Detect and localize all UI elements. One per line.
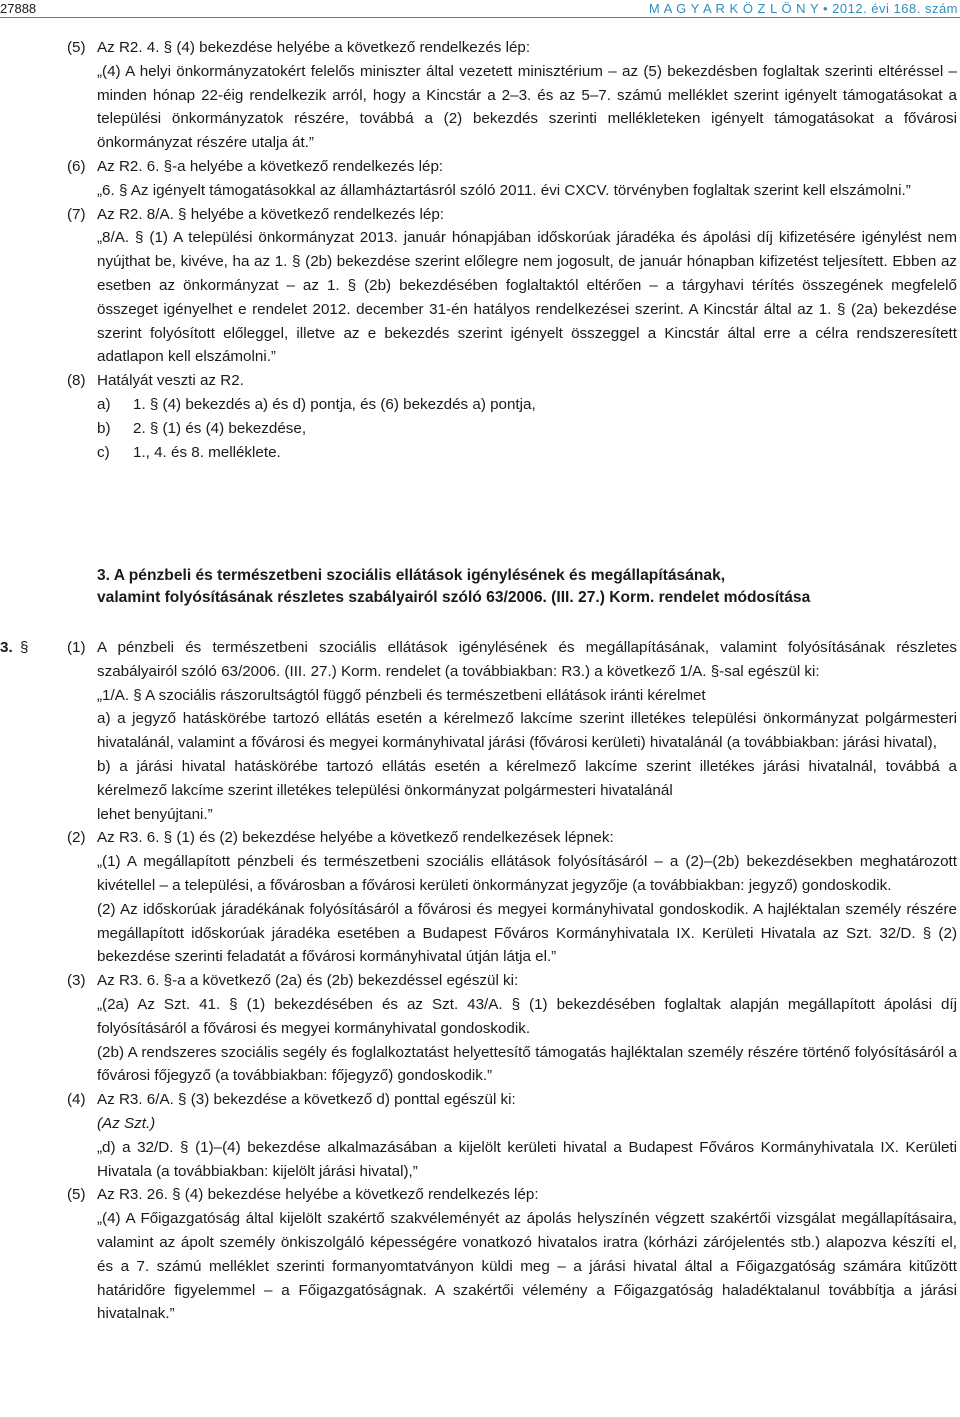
paragraph-text: Az R3. 6. § (1) és (2) bekezdése helyébe a következő rendelkezések lépnek: (97, 829, 614, 847)
quoted-provision: lehet benyújtani.” (97, 805, 213, 823)
paragraph-number: (4) (67, 1091, 86, 1109)
page-header (0, 0, 960, 18)
list-item-text: 1., 4. és 8. melléklete. (133, 443, 281, 461)
paragraph-3 (0, 969, 960, 993)
quoted-provision: „(4) A helyi önkormányzatokért felelős miniszter által vezetett minisztérium – az (5) bekezdésben foglaltak szerinti eltéréssel – minden hónap 22-éig rendelkezik arról, hogy a Kincstár a 2–3. és az 5–7. számú melléklet szerint igényelt támogatásokat a települési önkormányzatok részére, továbbá a (2) bekezdés szerinti mellékleteken igényelt támogatásokat a fővárosi önkormányzat részére utalja át.” (97, 62, 957, 152)
paragraph-7 (0, 203, 960, 227)
publication-title: M A G Y A R K Ö Z L Ö N Y • 2012. évi 168. szám (648, 1, 958, 16)
paragraph-4 (0, 1088, 960, 1112)
paragraph-number: (2) (67, 829, 86, 847)
quoted-provision: „1/A. § A szociális rászorultságtól függő pénzbeli és természetbeni ellátások iránti kérelmet (97, 686, 706, 704)
quoted-provision: „6. § Az igényelt támogatásokkal az államháztartásról szóló 2011. évi CXCV. törvényben foglaltak szerint kell elszámolni.” (97, 181, 911, 199)
paragraph-text: Az R3. 6. §-a a következő (2a) és (2b) bekezdéssel egészül ki: (97, 972, 519, 990)
list-item (97, 417, 960, 441)
paragraph-5 (0, 36, 960, 60)
list-item (97, 441, 960, 465)
header-rule (0, 17, 960, 18)
paragraph-number: (7) (67, 205, 86, 223)
paragraph-text: Az R3. 6/A. § (3) bekezdése a következő d) ponttal egészül ki: (97, 1091, 516, 1109)
paragraph-number: (1) (67, 639, 86, 656)
list-item-text: 2. § (1) és (4) bekezdése, (133, 419, 307, 437)
paragraph-6 (0, 155, 960, 179)
quoted-provision: „(4) A Főigazgatóság által kijelölt szakértő szakvéleményét az ápolás helyszínén végzett szakértői vizsgálat megállapításaira, valamint az ápolt személy önkiszolgáló képességére vonatkozó hivatalos iratra (kórházi zárójelentés stb.) alapozva készíti el, és a 7. számú melléklet szerinti formanyomtatványon küldi meg – a járási hivatal által a Főigazgatóság számára kitűzött határidőre figyelemmel – a Főigazgatóságnak. A szakértői vélemény a Főigazgatóság haladéktalanul továbbítja a járási hivatalnak.” (97, 1210, 957, 1323)
paragraph-text: Az R2. 6. §-a helyébe a következő rendelkezés lép: (97, 157, 444, 175)
paragraph-text: Az R2. 8/A. § helyébe a következő rendelkezés lép: (97, 205, 444, 223)
reference-note: (Az Szt.) (97, 1114, 156, 1132)
paragraph-number: (3) (67, 972, 86, 990)
list-item-label: a) (97, 395, 111, 413)
list-item-label: b) (97, 419, 111, 437)
quoted-provision: „(2a) Az Szt. 41. § (1) bekezdésében és az Szt. 43/A. § (1) bekezdésében foglaltak alapján megállapított ápolási díj folyósításáról a fővárosi és megyei kormányhivatal gondoskodik. (97, 995, 957, 1037)
list-item (97, 393, 960, 417)
paragraph-text: Hatályát veszti az R2. (97, 372, 244, 390)
quoted-provision: (2b) A rendszeres szociális segély és foglalkoztatást helyettesítő támogatás hajléktalan személy részére történő folyósításáról a fővárosi főjegyző (a továbbiakban: főjegyző) gondoskodik.” (97, 1043, 957, 1085)
chapter-title-line-2: valamint folyósításának részletes szabályairól szóló 63/2006. (III. 27.) Korm. rendelet módosítása (97, 589, 811, 606)
quoted-provision: b) a járási hivatal hatáskörébe tartozó ellátás esetén a kérelmező lakcíme szerint illetékes járási hivatalnál, továbbá a kérelmező lakcíme szerint illetékes települési önkormányzat polgármesteri hivatalánál (97, 757, 957, 799)
list-item-text: 1. § (4) bekezdés a) és d) pontja, és (6) bekezdés a) pontja, (133, 395, 536, 413)
paragraph-number: (6) (67, 157, 86, 175)
list-item-label: c) (97, 443, 110, 461)
paragraph-8 (0, 369, 960, 393)
quoted-provision: „8/A. § (1) A települési önkormányzat 2013. január hónapjában időskorúak járadéka és ápolási díj kifizetésére igénylést nem nyújthat be, kivéve, ha az 1. § (2b) bekezdése szerint előlegre nem jogosult, de január hónapban kifizetést teljesített. Ebben az esetben az önkormányzat – az 1. § (2b) bekezdésében foglaltaktól eltérően – a tárgyhavi térítés összegének megfelelő összeget igényelhet e rendelet 2012. december 31-én hatályos rendelkezései szerint. A Kincstár által az 1. § (2a) bekezdése szerint folyósított előleggel, illetve az e bekezdés szerint igényelt összeggel a Kincstár által erre a célra rendszeresített adatlapon kell elszámolni.” (97, 229, 957, 366)
paragraph-number: (8) (67, 372, 86, 390)
page-number: 27888 (0, 1, 37, 16)
paragraph-number: (5) (67, 1186, 86, 1204)
paragraph-text: Az R2. 4. § (4) bekezdése helyébe a következő rendelkezés lép: (97, 39, 531, 56)
paragraph-text: A pénzbeli és természetbeni szociális ellátások igénylésének és megállapításának, valamint folyósításának részletes szabályairól szóló 63/2006. (III. 27.) Korm. rendelet (a továbbiakban: R3.) a következő 1/A. §-sal egészül ki: (97, 639, 957, 680)
quoted-provision: „(1) A megállapított pénzbeli és természetbeni szociális ellátások folyósításáról – a (2)–(2b) bekezdésekben meghatározott kivétellel – a települési, a fővárosban a fővárosi kerületi önkormányzat jegyzője (a továbbiakban: jegyző) gondoskodik. (97, 853, 957, 894)
chapter-title-line-1: 3. A pénzbeli és természetbeni szociális ellátások igénylésének és megállapításának, (97, 567, 726, 584)
quoted-provision: a) a jegyző hatáskörébe tartozó ellátás esetén a kérelmező lakcíme szerint illetékes települési önkormányzat polgármesteri hivatalánál, valamint a fővárosi és megyei kormányhivatal járási (fővárosi kerületi) hivatalánál (a továbbiakban: járási hivatal), (97, 710, 957, 752)
section-3 (0, 636, 960, 1326)
paragraph-1 (0, 636, 960, 684)
quoted-provision: (2) Az időskorúak járadékának folyósításáról a fővárosi és megyei kormányhivatal gondoskodik. A hajléktalan személy részére megállapított időskorúak járadéka esetében a Budapest Főváros Kormányhivatala IX. Kerületi Hivatala az Szt. 32/D. § (2) bekezdése szerinti feladatát a fővárosi kormányhivatal útján látja el.” (97, 900, 957, 966)
chapter-heading (0, 565, 960, 609)
section-2-continuation (0, 36, 960, 464)
paragraph-text: Az R3. 26. § (4) bekezdése helyébe a következő rendelkezés lép: (97, 1186, 539, 1204)
paragraph-2 (0, 826, 960, 850)
paragraph-5 (0, 1183, 960, 1207)
quoted-provision: „d) a 32/D. § (1)–(4) bekezdése alkalmazásában a kijelölt kerületi hivatal a Budapest Főváros Kormányhivatala IX. Kerületi Hivatala (a továbbiakban: kijelölt járási hivatal),” (97, 1138, 957, 1180)
section-sign: § (20, 639, 29, 656)
section-number: 3. (0, 639, 13, 656)
paragraph-number: (5) (67, 39, 86, 56)
